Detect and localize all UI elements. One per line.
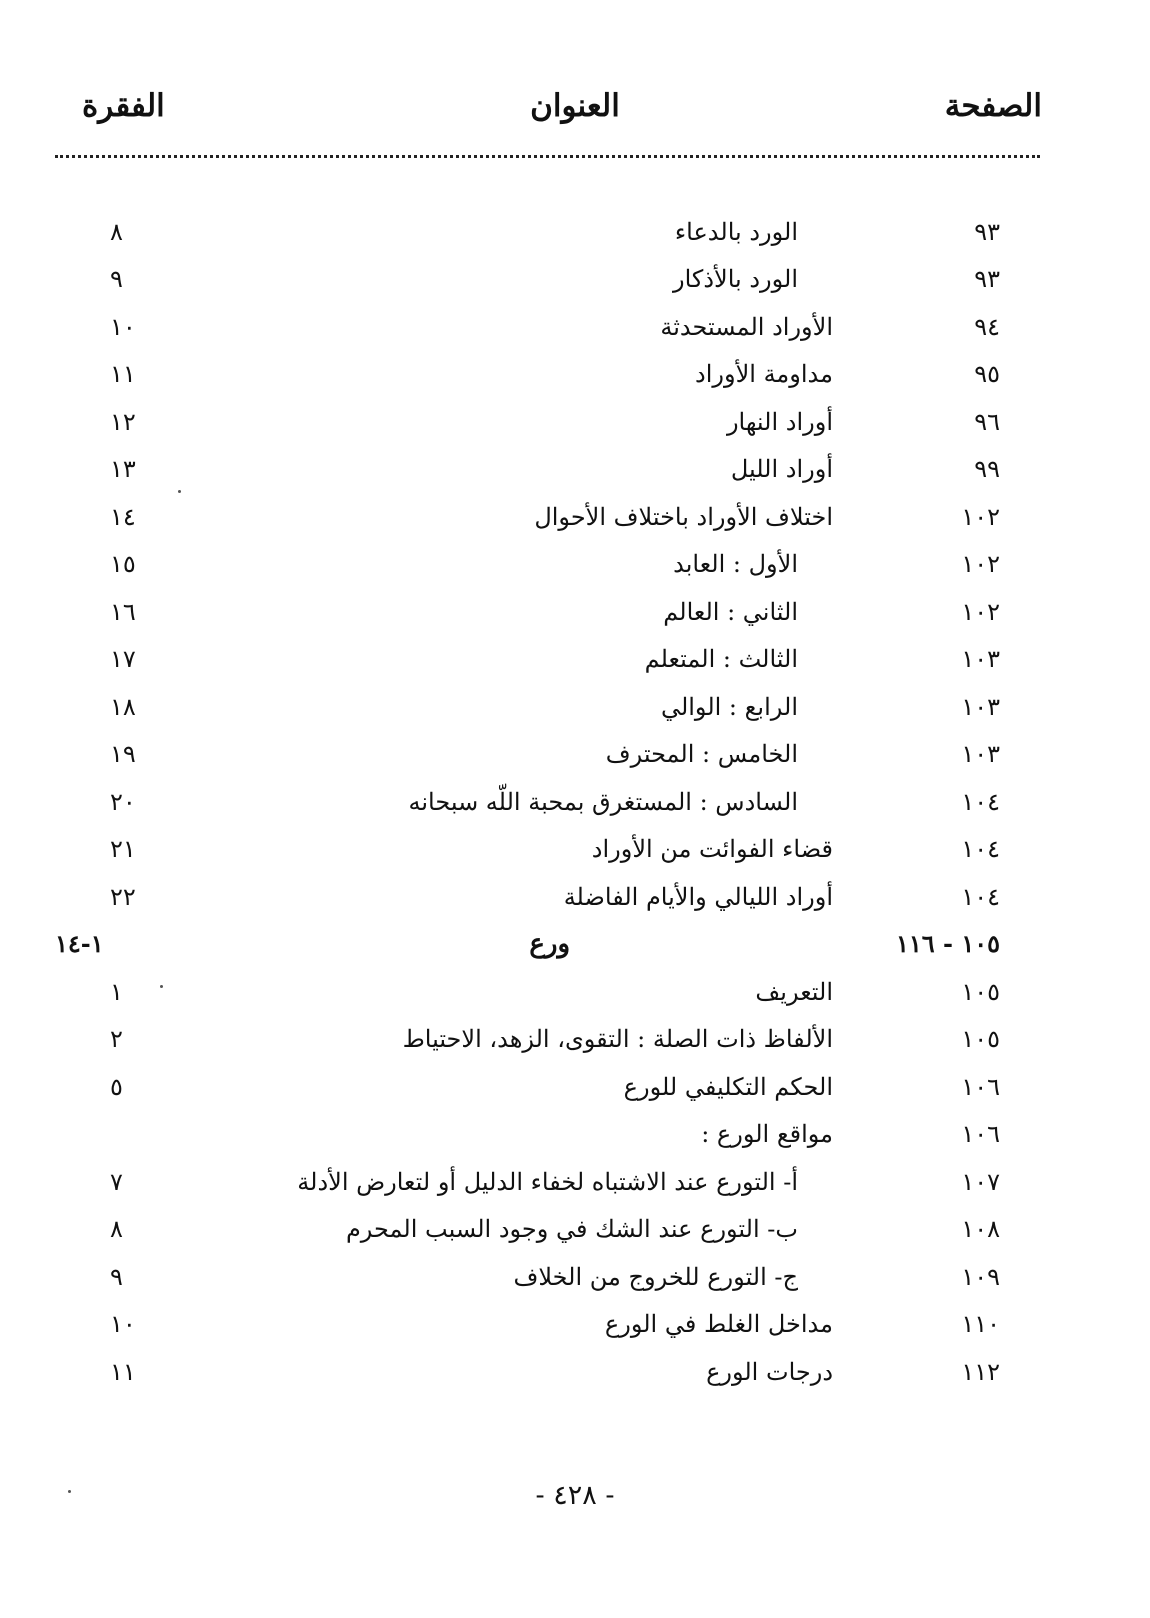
index-row	[0, 1207, 1150, 1251]
row-title: قضاء الفوائت من الأوراد	[591, 835, 833, 863]
row-paragraph: ٨	[110, 1215, 123, 1243]
index-row	[0, 495, 1150, 539]
row-paragraph: ٢٠	[110, 788, 136, 816]
row-page: ٩٩	[974, 455, 1000, 483]
row-paragraph: ١٥	[110, 550, 136, 578]
row-page: ١٠٧	[961, 1168, 1000, 1196]
index-row	[0, 1302, 1150, 1346]
row-paragraph: ١٠	[110, 313, 136, 341]
row-paragraph: ٧	[110, 1168, 123, 1196]
index-section-row	[0, 922, 1150, 966]
row-page: ٩٣	[974, 265, 1000, 293]
row-title: درجات الورع	[706, 1358, 833, 1386]
row-title: أوراد النهار	[726, 408, 833, 436]
section-title: ورع	[529, 929, 570, 959]
row-paragraph-range: ١-١٤	[55, 929, 104, 958]
row-paragraph: ٢	[110, 1025, 123, 1053]
row-page: ١٠٢	[961, 598, 1000, 626]
row-title: الحكم التكليفي للورع	[623, 1073, 833, 1101]
row-title: الأوراد المستحدثة	[660, 313, 833, 341]
row-title: التعريف	[755, 978, 833, 1006]
row-title: الرابع : الوالي	[660, 693, 798, 721]
row-title: ب- التورع عند الشك في وجود السبب المحرم	[345, 1215, 798, 1243]
row-paragraph: ٢١	[110, 835, 136, 863]
scan-speck	[178, 490, 181, 493]
index-row	[0, 970, 1150, 1014]
index-row	[0, 1255, 1150, 1299]
row-page: ١٠٣	[961, 645, 1000, 673]
row-page: ١٠٣	[961, 740, 1000, 768]
row-page: ١٠٢	[961, 503, 1000, 531]
row-paragraph: ١٣	[110, 455, 136, 483]
header-title-label: العنوان	[530, 88, 620, 124]
row-page-range: ١٠٥ - ١١٦	[895, 929, 1000, 958]
row-paragraph: ١٨	[110, 693, 136, 721]
row-paragraph: ١٠	[110, 1310, 136, 1338]
row-page: ٩٥	[974, 360, 1000, 388]
row-page: ٩٣	[974, 218, 1000, 246]
row-title: الثاني : العالم	[663, 598, 798, 626]
row-page: ١٠٤	[961, 883, 1000, 911]
header-dotted-rule	[55, 155, 1040, 158]
row-paragraph: ٩	[110, 1263, 123, 1291]
row-title: ج- التورع للخروج من الخلاف	[513, 1263, 798, 1291]
index-row	[0, 827, 1150, 871]
row-paragraph: ١٢	[110, 408, 136, 436]
row-page: ١٠٦	[961, 1120, 1000, 1148]
index-row	[0, 352, 1150, 396]
row-title: الورد بالدعاء	[674, 218, 798, 246]
index-row	[0, 447, 1150, 491]
header-paragraph-label: الفقرة	[82, 88, 165, 124]
index-row	[0, 732, 1150, 776]
row-title: الأول : العابد	[673, 550, 798, 578]
row-page: ١١٠	[961, 1310, 1000, 1338]
row-page: ١٠٣	[961, 693, 1000, 721]
row-page: ١٠٦	[961, 1073, 1000, 1101]
row-paragraph: ١	[110, 978, 123, 1006]
row-page: ١٠٤	[961, 788, 1000, 816]
scan-speck	[160, 985, 163, 988]
index-row	[0, 1112, 1150, 1156]
row-page: ١٠٩	[961, 1263, 1000, 1291]
row-paragraph: ٨	[110, 218, 123, 246]
row-paragraph: ٥	[110, 1073, 123, 1101]
index-row	[0, 1350, 1150, 1394]
row-title: الورد بالأذكار	[673, 265, 798, 293]
row-paragraph: ٩	[110, 265, 123, 293]
index-row	[0, 257, 1150, 301]
row-page: ٩٤	[974, 313, 1000, 341]
index-row	[0, 400, 1150, 444]
row-title: السادس : المستغرق بمحبة اللّه سبحانه	[408, 788, 798, 816]
row-title: اختلاف الأوراد باختلاف الأحوال	[534, 503, 833, 531]
index-row	[0, 542, 1150, 586]
index-row	[0, 1160, 1150, 1204]
index-row	[0, 590, 1150, 634]
row-page: ١٠٤	[961, 835, 1000, 863]
row-title: مداومة الأوراد	[695, 360, 833, 388]
row-title: الثالث : المتعلم	[644, 645, 798, 673]
row-page: ١٠٨	[961, 1215, 1000, 1243]
index-row	[0, 305, 1150, 349]
scan-speck	[68, 1490, 71, 1493]
row-title: أوراد الليل	[730, 455, 833, 483]
index-row	[0, 685, 1150, 729]
index-row	[0, 1017, 1150, 1061]
row-title: أ- التورع عند الاشتباه لخفاء الدليل أو لتعارض الأدلة	[297, 1168, 798, 1196]
index-row	[0, 637, 1150, 681]
row-page: ١٠٥	[961, 1025, 1000, 1053]
row-page: ٩٦	[974, 408, 1000, 436]
row-paragraph: ١١	[110, 360, 136, 388]
row-page: ١٠٢	[961, 550, 1000, 578]
row-paragraph: ١١	[110, 1358, 136, 1386]
row-paragraph: ١٦	[110, 598, 136, 626]
page-number: - ٤٢٨ -	[535, 1480, 615, 1511]
row-title: الألفاظ ذات الصلة : التقوى، الزهد، الاحتياط	[402, 1025, 833, 1053]
row-title: أوراد الليالي والأيام الفاضلة	[563, 883, 833, 911]
row-title: الخامس : المحترف	[605, 740, 798, 768]
index-row	[0, 1065, 1150, 1109]
row-paragraph: ١٩	[110, 740, 136, 768]
index-row	[0, 875, 1150, 919]
row-paragraph: ٢٢	[110, 883, 136, 911]
row-title: مداخل الغلط في الورع	[604, 1310, 833, 1338]
row-page: ١١٢	[961, 1358, 1000, 1386]
index-row	[0, 210, 1150, 254]
index-row	[0, 780, 1150, 824]
header-page-label: الصفحة	[944, 88, 1042, 124]
row-paragraph: ١٤	[110, 503, 136, 531]
row-title: مواقع الورع :	[701, 1120, 833, 1148]
row-paragraph: ١٧	[110, 645, 136, 673]
row-page: ١٠٥	[961, 978, 1000, 1006]
